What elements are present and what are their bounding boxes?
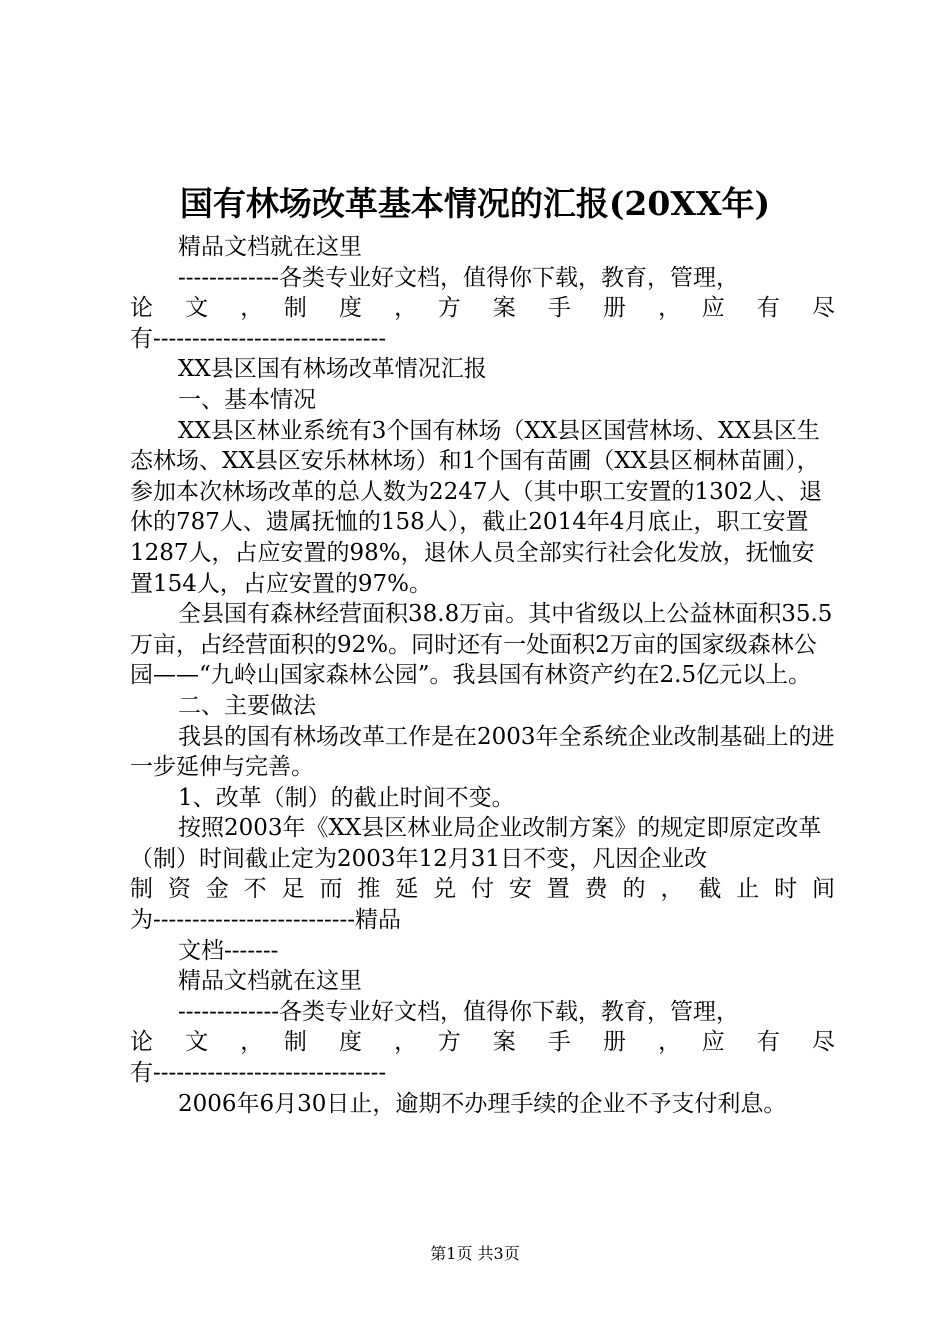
watermark-1-line-4: 有------------------------------: [130, 325, 387, 352]
watermark-1-line-1: 精品文档就在这里: [178, 234, 362, 260]
watermark-1-line-3: 论 文 ， 制 度 ， 方 案 手 册 ， 应 有 尽: [130, 295, 835, 322]
document-title: 国有林场改革基本情况的汇报(20XX年): [179, 184, 771, 223]
paragraph-forest-area: 全县国有森林经营面积38.8万亩。其中省级以上公益林面积35.5万亩，占经营面积的92%。同时还有一处面积2万亩的国家级森林公园——“九岭山国家森林公园”。我县国有林资产约在2.5亿元以上。: [130, 601, 833, 689]
watermark-break: 文档-------: [178, 937, 279, 964]
watermark-1-line-2: -------------各类专业好文档，值得你下载，教育，管理，: [178, 264, 740, 291]
page-footer: 第1页 共3页: [430, 1244, 520, 1263]
paragraph-deadline: 按照2003年《XX县区林业局企业改制方案》的规定即原定改革（制）时间截止定为2003年12月31日不变，凡因企业改: [130, 815, 822, 872]
paragraph-last: 2006年6月30日止，逾期不办理手续的企业不予支付利息。: [178, 1090, 787, 1117]
watermark-2-line-1: 精品文档就在这里: [178, 968, 362, 995]
watermark-2-line-4: 有------------------------------: [130, 1060, 387, 1087]
section-heading-1: 一、基本情况: [178, 386, 316, 413]
watermark-2-line-2: -------------各类专业好文档，值得你下载，教育，管理，: [178, 998, 740, 1025]
paragraph-basic-situation: XX县区林业系统有3个国有林场（XX县区国营林场、XX县区生态林场、XX县区安乐林林场）和1个国有苗圃（XX县区桐林苗圃），参加本次林场改革的总人数为2247人（其中职工安置的1302人、退休的787人、遗属抚恤的158人），截止2014年4月底止，职工安置1287人，占应安置的98%，退休人员全部实行社会化发放，抚恤安置154人，占应安置的97%。: [130, 417, 823, 597]
document-body: [130, 232, 835, 1119]
paragraph-deadline-cont-2: 为--------------------------精品: [130, 907, 402, 934]
section-heading-2: 二、主要做法: [178, 692, 316, 719]
paragraph-reform-extension: 我县的国有林场改革工作是在2003年全系统企业改制基础上的进一步延伸与完善。: [130, 723, 835, 781]
subheading-deadline: 1、改革（制）的截止时间不变。: [178, 784, 515, 811]
watermark-2-line-3: 论 文 ， 制 度 ， 方 案 手 册 ， 应 有 尽: [130, 1029, 835, 1056]
paragraph-deadline-cont: 制资金不足而推延兑付安置费的，截止时间: [130, 876, 835, 903]
report-subtitle: XX县区国有林场改革情况汇报: [178, 356, 487, 383]
